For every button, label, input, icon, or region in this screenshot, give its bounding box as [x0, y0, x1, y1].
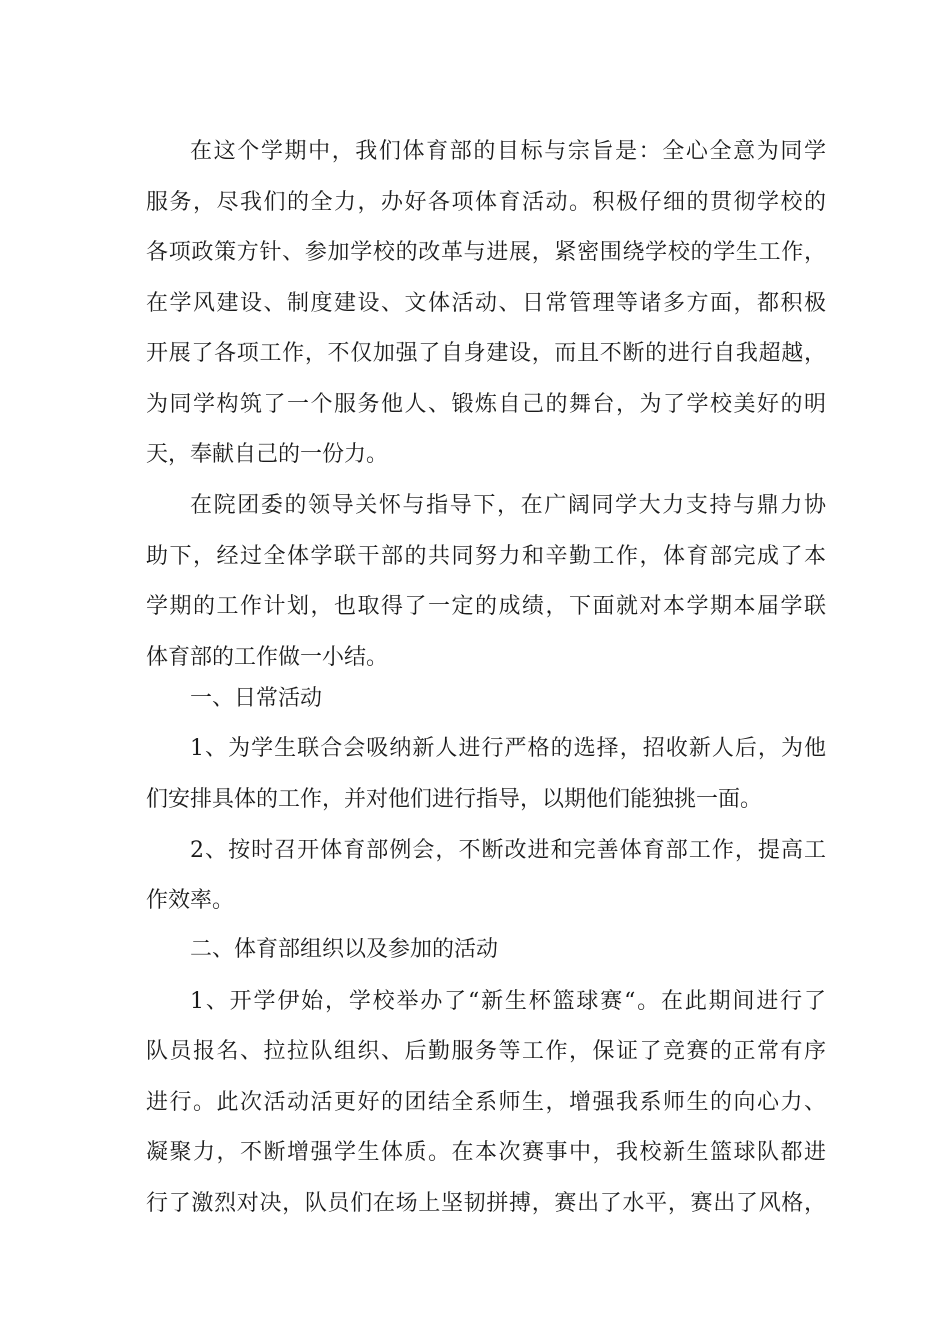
item-2-line-2: 作效率。 [146, 888, 235, 913]
paragraph-2-line-4: 体育部的工作做一小结。 [146, 645, 389, 670]
item-2-line-1: 2、按时召开体育部例会，不断改进和完善体育部工作，提高工 [190, 838, 826, 863]
paragraph-1-line-5: 开展了各项工作，不仅加强了自身建设，而且不断的进行自我超越， [146, 341, 826, 366]
activity-1-line-1: 1、开学伊始，学校举办了“新生杯篮球赛“。在此期间进行了 [190, 989, 826, 1014]
activity-1-line-2: 队员报名、拉拉队组织、后勤服务等工作，保证了竞赛的正常有序 [146, 1039, 826, 1064]
paragraph-1-line-4: 在学风建设、制度建设、文体活动、日常管理等诸多方面，都积极 [146, 291, 826, 316]
activity-1-line-3: 进行。此次活动活更好的团结全系师生，增强我系师生的向心力、 [146, 1090, 826, 1115]
section-heading-organized-activities: 二、体育部组织以及参加的活动 [190, 937, 499, 962]
paragraph-1-line-3: 各项政策方针、参加学校的改革与进展，紧密围绕学校的学生工作， [146, 240, 826, 265]
section-heading-daily-activities: 一、日常活动 [190, 686, 323, 711]
item-1-line-2: 们安排具体的工作，并对他们进行指导，以期他们能独挑一面。 [146, 787, 763, 812]
paragraph-1-line-2: 服务，尽我们的全力，办好各项体育活动。积极仔细的贯彻学校的 [146, 190, 826, 215]
paragraph-2-line-1: 在院团委的领导关怀与指导下，在广阔同学大力支持与鼎力协 [190, 493, 826, 518]
paragraph-1-line-7: 天，奉献自己的一份力。 [146, 442, 389, 467]
activity-1-line-5: 行了激烈对决，队员们在场上坚韧拼搏，赛出了水平，赛出了风格， [146, 1191, 826, 1216]
item-1-line-1: 1、为学生联合会吸纳新人进行严格的选择，招收新人后，为他 [190, 736, 826, 761]
paragraph-2-line-3: 学期的工作计划，也取得了一定的成绩，下面就对本学期本届学联 [146, 594, 826, 619]
activity-1-line-4: 凝聚力，不断增强学生体质。在本次赛事中，我校新生篮球队都进 [146, 1140, 826, 1165]
paragraph-1-line-6: 为同学构筑了一个服务他人、锻炼自己的舞台，为了学校美好的明 [146, 392, 826, 417]
paragraph-1-line-1: 在这个学期中，我们体育部的目标与宗旨是：全心全意为同学 [190, 139, 826, 164]
paragraph-2-line-2: 助下，经过全体学联干部的共同努力和辛勤工作，体育部完成了本 [146, 544, 826, 569]
